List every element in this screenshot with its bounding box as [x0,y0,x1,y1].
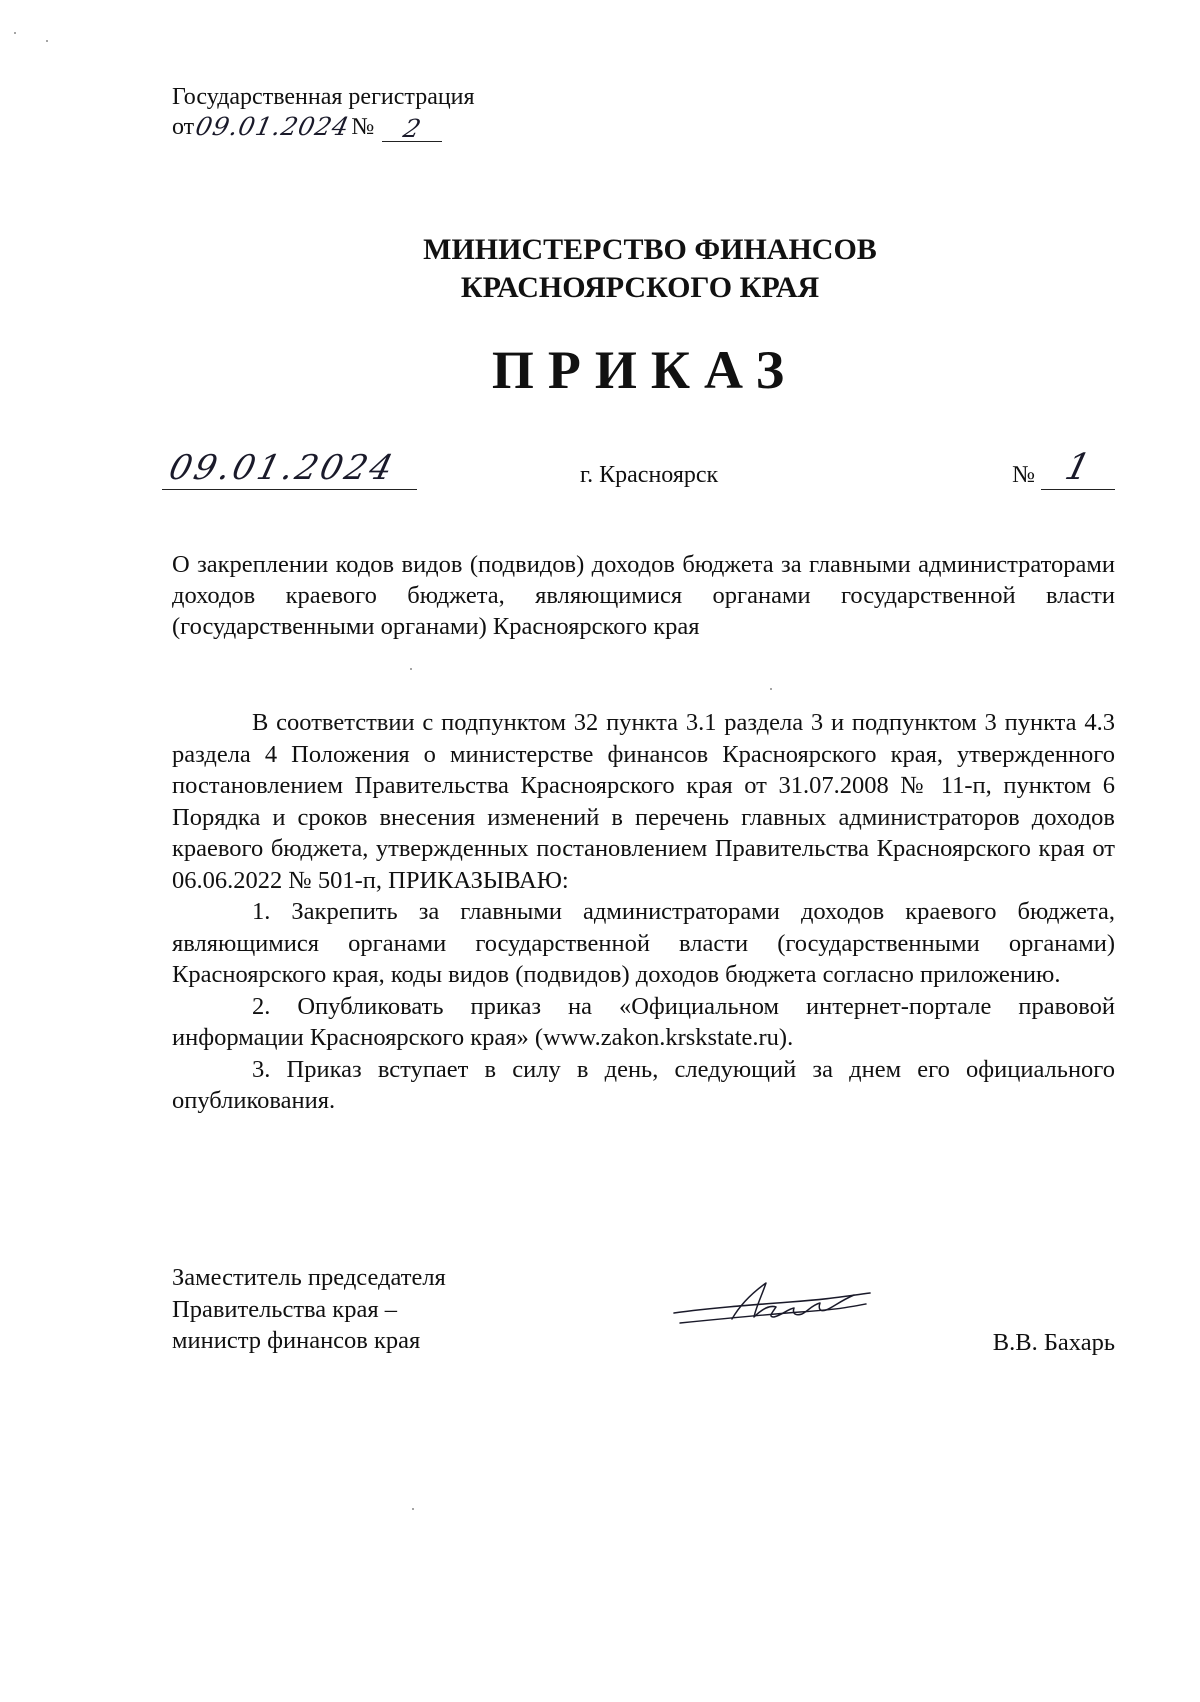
order-number-handwritten: 1 [1061,447,1096,488]
registration-line [172,112,475,142]
order-number-field [1041,447,1115,490]
org-name-line2: КРАСНОЯРСКОГО КРАЯ [460,271,820,304]
order-item: 3. Приказ вступает в силу в день, следующий за днем его официального опубликования. [172,1055,1115,1114]
signatory-title-line: Заместитель председателя [172,1264,446,1291]
scan-speck [412,1508,414,1510]
order-date-field [162,447,417,490]
signatory-name: В.В. Бахарь [992,1329,1115,1356]
signatory-title-line: Правительства края – [172,1295,397,1323]
handwritten-signature [670,1275,880,1335]
order-date-handwritten: 09.01.2024 [165,448,400,488]
order-item: 1. Закрепить за главными администраторами доходов краевого бюджета, являющимися органами государственной власти (государственными органами) Красноярского края, коды видов (подвидов) доходов бюджета согласно приложению. [172,898,1115,988]
registration-label: Государственная регистрация [172,84,475,110]
order-preamble: В соответствии с подпунктом 32 пункта 3.1 раздела 3 и подпунктом 3 пункта 4.3 раздела 4 Положения о министерстве финансов Красноярского края, утвержденного постановлением Правительства Красноярского края от 31.07.2008 № 11-п, пунктом 6 Порядка и сроков внесения изменений в перечень главных администраторов доходов краевого бюджета, утвержденных постановлением Правительства Красноярского края от 06.06.2022 № 501-п, ПРИКАЗЫВАЮ: [172,709,1115,894]
registration-number-label: № [351,114,375,140]
order-details-row [162,447,1115,497]
order-body [172,707,1115,1117]
registration-number-field [382,114,442,143]
scan-speck [770,688,772,690]
order-item: 2. Опубликовать приказ на «Официальном интернет-портале правовой информации Красноярского края» (www.zakon.krskstate.ru). [172,992,1115,1051]
org-name-line1: МИНИСТЕРСТВО ФИНАНСОВ [423,233,877,266]
order-number-label: № [1012,462,1035,488]
signatory-title [172,1262,446,1357]
registration-from-prefix: от [172,114,195,140]
document-type-title: ПРИКАЗ [491,340,799,400]
registration-date-handwritten: 09.01.2024 [193,112,353,141]
order-subject: О закреплении кодов видов (подвидов) доходов бюджета за главными администраторами доходов краевого бюджета, являющимися органами государственной власти (государственными органами) Красноярского края [172,551,1115,640]
scan-speck [46,40,48,42]
order-city: г. Красноярск [580,462,719,488]
signatory-title-line: министр финансов края [172,1327,421,1354]
scan-speck [410,668,412,670]
registration-block [172,82,475,142]
registration-number-handwritten: 2 [400,114,425,143]
scan-speck [14,32,16,34]
